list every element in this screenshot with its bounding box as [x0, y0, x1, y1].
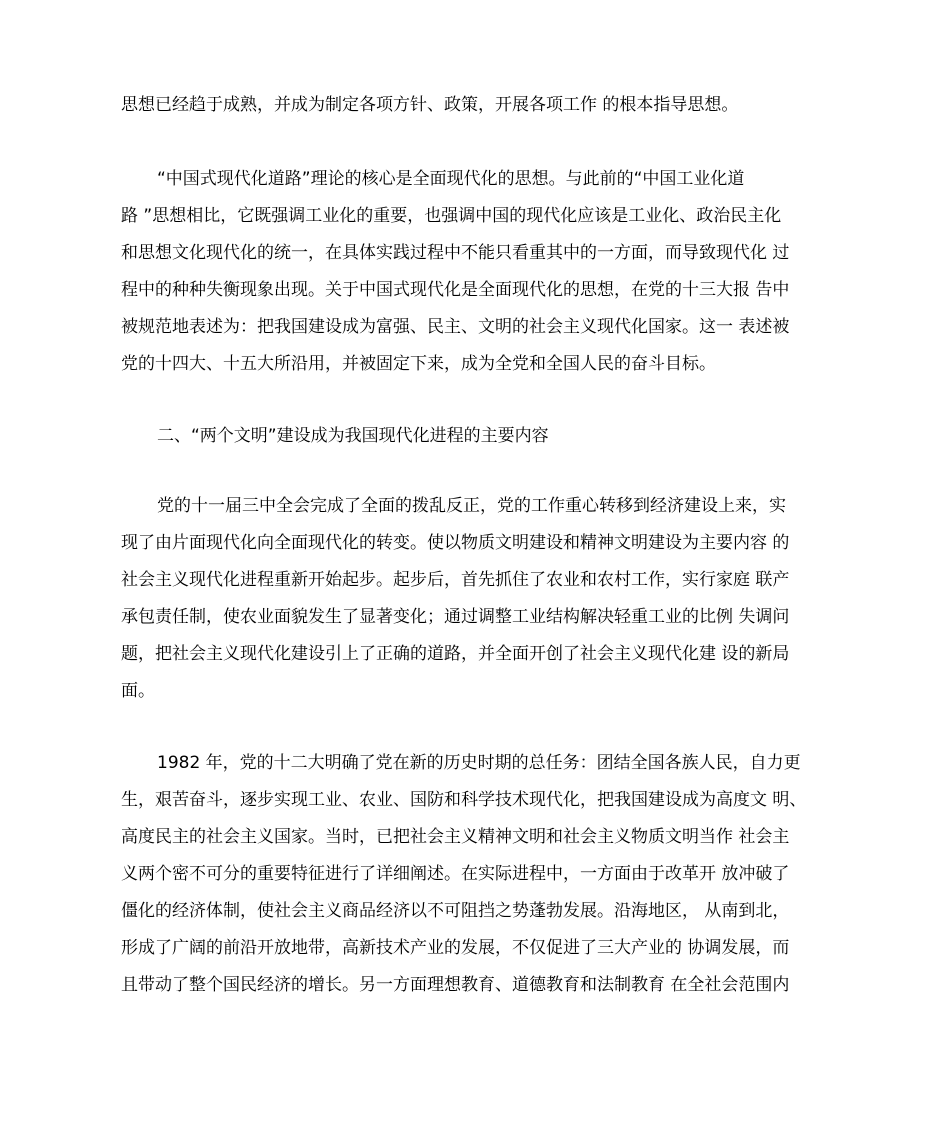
- text-line: 义两个密不可分的重要特征进行了详细阐述。在实际进程中，一方面由于改革开 放冲破了: [121, 864, 790, 884]
- text-line: 承包责任制，使农业面貌发生了显著变化；通过调整工业结构解决轻重工业的比例 失调问: [121, 607, 790, 627]
- text-line: 题，把社会主义现代化建设引上了正确的道路，并全面开创了社会主义现代化建 设的新局: [121, 644, 790, 664]
- text-line: 1982 年，党的十二大明确了党在新的历史时期的总任务：团结全国各族人民，自力更: [157, 753, 801, 773]
- text-line: 程中的种种失衡现象出现。关于中国式现代化是全面现代化的思想，在党的十三大报 告中: [121, 280, 790, 300]
- text-line: 党的十一届三中全会完成了全面的拨乱反正，党的工作重心转移到经济建设上来，实: [157, 496, 786, 516]
- section-heading: 二、“两个文明”建设成为我国现代化进程的主要内容: [157, 426, 549, 446]
- text-line: 且带动了整个国民经济的增长。另一方面理想教育、道德教育和法制教育 在全社会范围内: [121, 975, 790, 995]
- text-line: 僵化的经济体制，使社会主义商品经济以不可阻挡之势蓬勃发展。沿海地区， 从南到北，: [121, 901, 790, 921]
- text-line: 面。: [121, 681, 155, 701]
- text-line: “中国式现代化道路”理论的核心是全面现代化的思想。与此前的“中国工业化道: [157, 169, 745, 189]
- text-line: 社会主义现代化进程重新开始起步。起步后，首先抓住了农业和农村工作，实行家庭 联产: [121, 570, 790, 590]
- text-line: 和思想文化现代化的统一，在具体实践过程中不能只看重其中的一方面，而导致现代化 过: [121, 243, 790, 263]
- text-line: 党的十四大、十五大所沿用，并被固定下来，成为全党和全国人民的奋斗目标。: [121, 354, 716, 374]
- text-line: 被规范地表述为：把我国建设成为富强、民主、文明的社会主义现代化国家。这一 表述被: [121, 317, 790, 337]
- text-line: 高度民主的社会主义国家。当时，已把社会主义精神文明和社会主义物质文明当作 社会主: [121, 827, 790, 847]
- text-line: 生，艰苦奋斗，逐步实现工业、农业、国防和科学技术现代化，把我国建设成为高度文 明、: [121, 790, 807, 810]
- text-line: 思想已经趋于成熟，并成为制定各项方针、政策，开展各项工作 的根本指导思想。: [121, 95, 739, 115]
- text-line: 形成了广阔的前沿开放地带，高新技术产业的发展，不仅促进了三大产业的 协调发展，而: [121, 938, 790, 958]
- text-line: 现了由片面现代化向全面现代化的转变。使以物质文明建设和精神文明建设为主要内容 的: [121, 533, 790, 553]
- text-line: 路 ”思想相比，它既强调工业化的重要，也强调中国的现代化应该是工业化、政治民主化: [121, 206, 782, 226]
